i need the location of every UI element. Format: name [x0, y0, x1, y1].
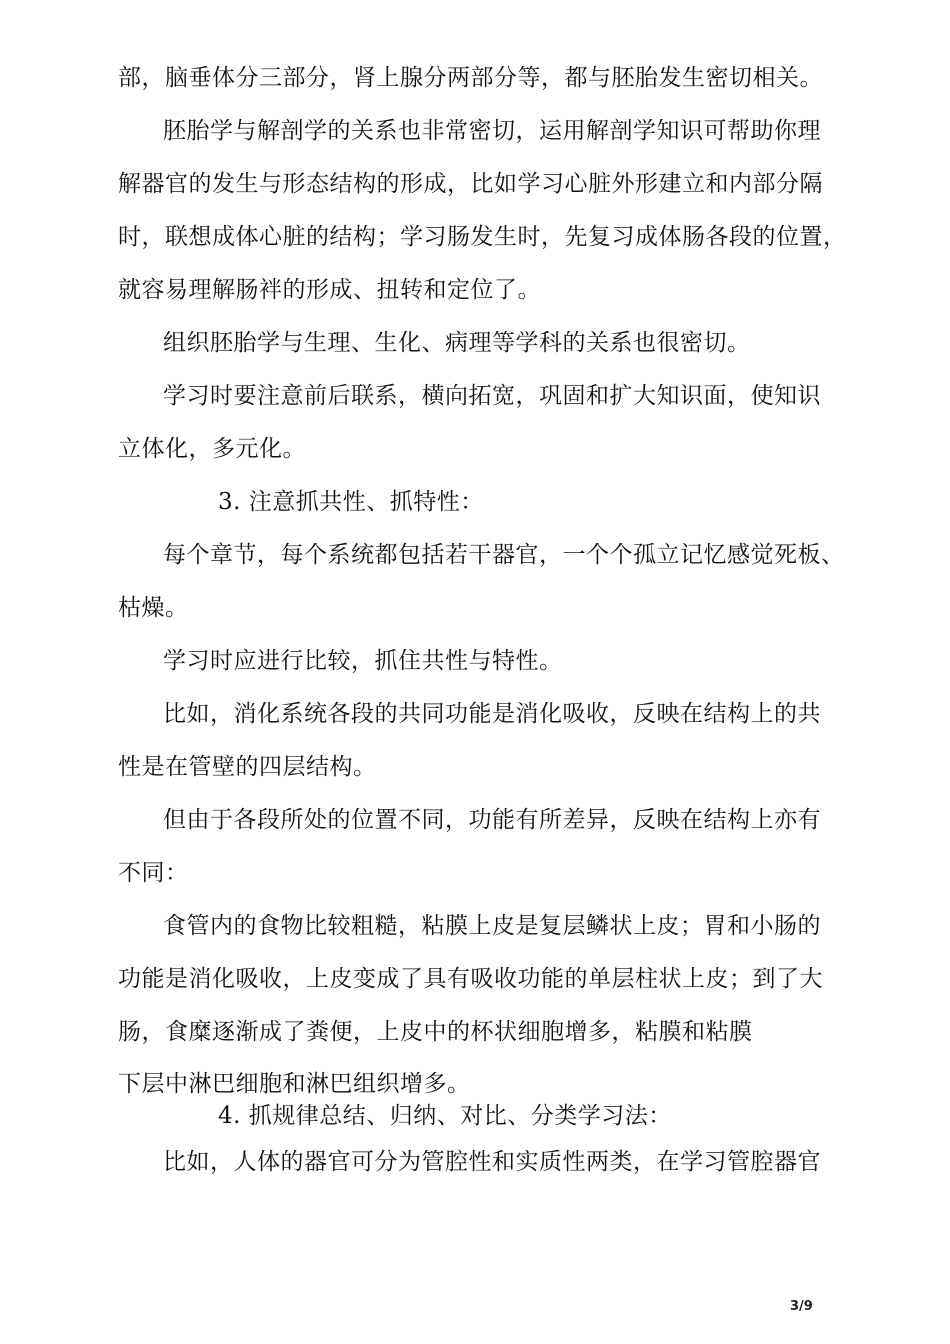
text-line: 性是在管壁的四层结构。 [118, 754, 377, 780]
text-line: 时，联想成体心脏的结构；学习肠发生时，先复习成体肠各段的位置， [118, 224, 847, 250]
text-line: 部，脑垂体分三部分，肾上腺分两部分等，都与胚胎发生密切相关。 [118, 65, 823, 91]
page-number: 3/9 [790, 1299, 813, 1314]
text-line: 枯燥。 [118, 595, 189, 621]
text-line: 学习时要注意前后联系，横向拓宽，巩固和扩大知识面，使知识 [163, 383, 821, 409]
text-line: 比如，消化系统各段的共同功能是消化吸收，反映在结构上的共 [163, 701, 821, 727]
text-line: 但由于各段所处的位置不同，功能有所差异，反映在结构上亦有 [163, 807, 821, 833]
text-line: 组织胚胎学与生理、生化、病理等学科的关系也很密切。 [163, 330, 751, 356]
text-line: 立体化，多元化。 [118, 436, 306, 462]
text-line: 就容易理解肠袢的形成、扭转和定位了。 [118, 277, 541, 303]
text-line: 解器官的发生与形态结构的形成，比如学习心脏外形建立和内部分隔 [118, 171, 823, 197]
text-line: 下层中淋巴细胞和淋巴组织增多。 [118, 1071, 471, 1097]
text-line: 食管内的食物比较粗糙，粘膜上皮是复层鳞状上皮；胃和小肠的 [163, 913, 821, 939]
text-line: 不同： [118, 860, 189, 886]
text-line: 学习时应进行比较，抓住共性与特性。 [163, 648, 563, 674]
text-line: 功能是消化吸收，上皮变成了具有吸收功能的单层柱状上皮；到了大 [118, 966, 823, 992]
text-line: 比如，人体的器官可分为管腔性和实质性两类，在学习管腔器官 [163, 1149, 821, 1175]
section-heading: 3. 注意抓共性、抓特性： [218, 489, 484, 515]
text-line: 每个章节，每个系统都包括若干器官，一个个孤立记忆感觉死板、 [163, 542, 845, 568]
text-line: 胚胎学与解剖学的关系也非常密切，运用解剖学知识可帮助你理 [163, 118, 821, 144]
text-line: 肠，食糜逐渐成了粪便，上皮中的杯状细胞增多，粘膜和粘膜 [118, 1019, 753, 1045]
section-heading: 4. 抓规律总结、归纳、对比、分类学习法： [218, 1103, 672, 1129]
